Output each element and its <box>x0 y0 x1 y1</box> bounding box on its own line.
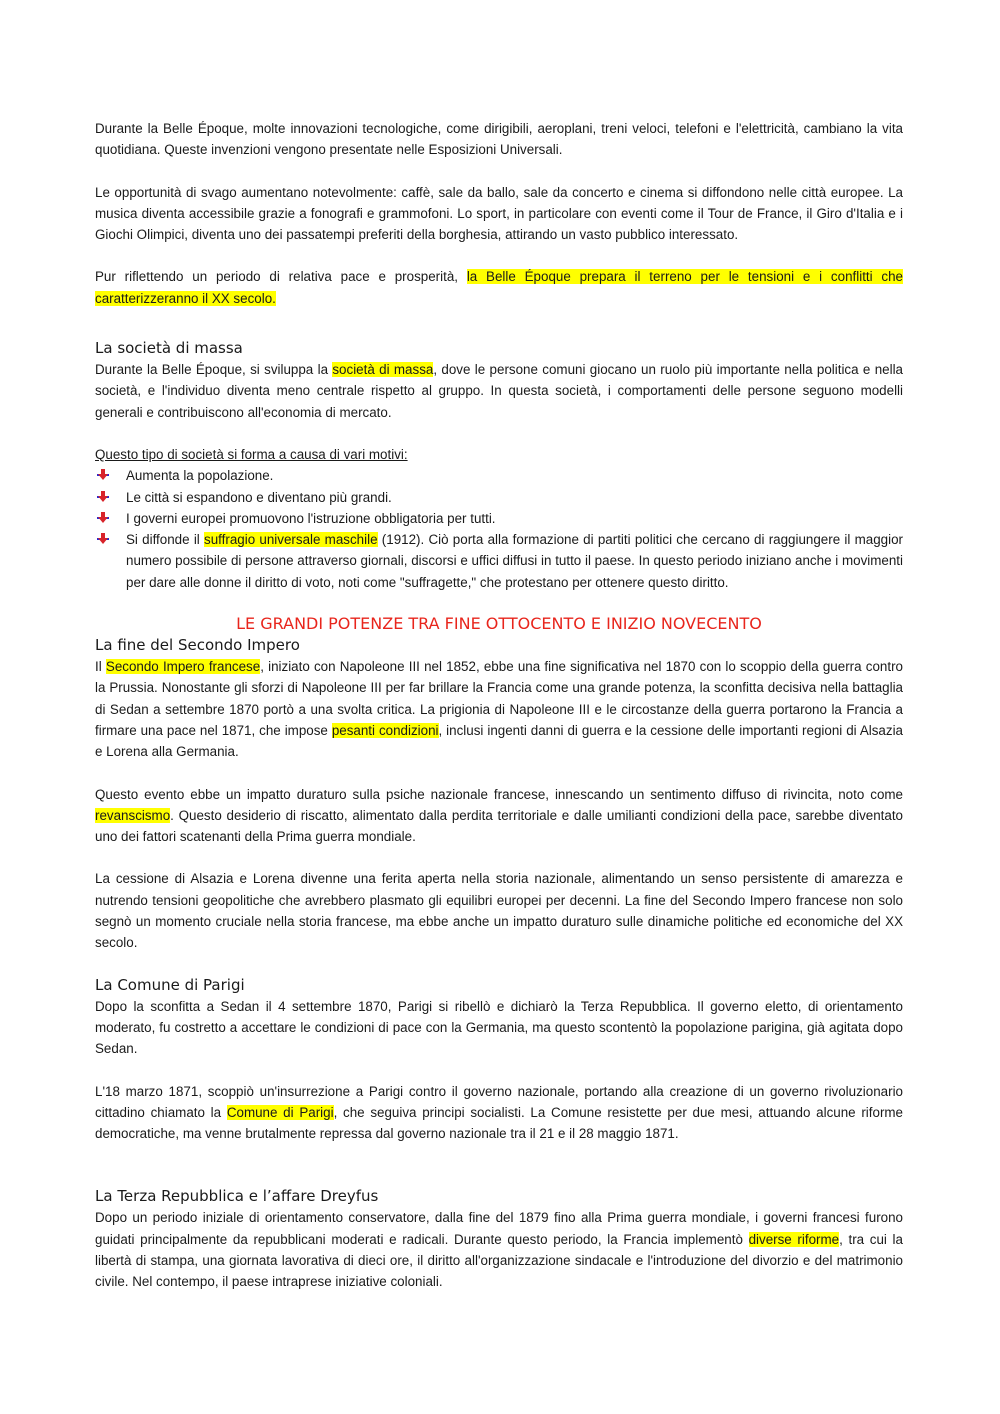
paragraph-terza-repubblica <box>95 1207 903 1292</box>
text-run: Pur riflettendo un periodo di relativa pace e prosperità, <box>95 269 467 285</box>
document-page <box>95 118 903 1293</box>
section-heading-terza-repubblica: La Terza Repubblica e l’affare Dreyfus <box>95 1187 379 1206</box>
text-run: (1912). Ciò porta alla formazione di partiti politici che cercano di raggiungere il maggior numero possibile di persone attraverso giornali, discorsi e uffici diffusi in tutto il paese. In questo periodo iniziano anche i movimenti per dare alle donne il diritto di voto, noti come "suffragette," che protestano per ottenere questo diritto. <box>126 532 903 590</box>
paragraph-societa-di-massa <box>95 359 903 423</box>
text-run: , inclusi ingenti danni di guerra e la cessione delle importanti regioni di Alsazia e Lorena alla Germania. <box>95 722 903 760</box>
reasons-list <box>95 465 903 593</box>
arrow-down-bullet-icon <box>97 533 109 545</box>
list-item <box>95 508 903 529</box>
text-run: Durante la Belle Époque, si sviluppa la <box>95 362 333 378</box>
paragraph-secondo-impero <box>95 656 903 762</box>
list-item <box>95 465 903 486</box>
text-run: Questo evento ebbe un impatto duraturo sulla psiche nazionale francese, innescando un sentimento diffuso di rivincita, noto come <box>95 786 903 802</box>
list-item <box>95 487 903 508</box>
text-run: L'18 marzo 1871, scoppiò un'insurrezione a Parigi contro il governo nazionale, portando alla creazione di un governo rivoluzionario cittadino chiamato la <box>95 1083 903 1120</box>
text-run: , iniziato con Napoleone III nel 1852, ebbe una fine significativa nel 1870 con lo scoppio della guerra contro la Prussia. Nonostante gli sforzi di Napoleone III per far brillare la Francia come una grande potenza, la sconfitta decisiva nella battaglia di Sedan a settembre 1870 portò a una svolta critica. La prigionia di Napoleone III e le circostanze della guerra portarono la Francia a firmare una pace nel 1871, che impose <box>95 659 903 738</box>
text-run: Dopo un periodo iniziale di orientamento conservatore, dalla fine del 1879 fino alla Prima guerra mondiale, i governi francesi furono guidati principalmente da repubblicani moderati e radicali. Durante questo periodo, la Francia implementò <box>95 1210 903 1247</box>
section-heading-societa-di-massa: La società di massa <box>95 339 243 358</box>
highlighted-text: società di massa <box>332 362 434 378</box>
highlighted-text: Comune di Parigi <box>226 1104 334 1120</box>
highlighted-text: diverse riforme <box>748 1231 840 1247</box>
main-title: LE GRANDI POTENZE TRA FINE OTTOCENTO E INIZIO NOVECENTO <box>236 614 762 634</box>
arrow-down-bullet-icon <box>97 491 109 503</box>
paragraph-innovations: Durante la Belle Époque, molte innovazioni tecnologiche, come dirigibili, aeroplani, treni veloci, telefoni e l'elettricità, cambiano la vita quotidiana. Queste invenzioni vengono presentate nelle Esposizioni Universali. <box>95 121 903 158</box>
paragraph-comune-1: Dopo la sconfitta a Sedan il 4 settembre 1870, Parigi si ribellò e dichiarò la Terza Repubblica. Il governo eletto, di orientamento moderato, fu costretto a accettare le condizioni di pace con la Germania, ma questo scontentò la popolazione parigina, già agitata dopo Sedan. <box>95 998 903 1057</box>
list-intro: Questo tipo di società si forma a causa di vari motivi: <box>95 446 408 462</box>
text-run: , che seguiva principi socialisti. La Comune resistette per due mesi, attuando alcune riforme democratiche, ma venne brutalmente repressa dal governo nazionale tra il 21 e il 28 maggio 1871. <box>95 1104 904 1142</box>
highlighted-text: la Belle Époque prepara il terreno per le tensioni e i conflitti che caratterizzeranno il XX secolo. <box>95 269 903 306</box>
paragraph-comune-2 <box>95 1081 903 1145</box>
section-heading-comune-di-parigi: La Comune di Parigi <box>95 975 245 994</box>
highlighted-text: Secondo Impero francese <box>105 659 261 675</box>
paragraph-leisure: Le opportunità di svago aumentano notevolmente: caffè, sale da ballo, sale da concerto e cinema si diffondono nelle città europee. La musica diventa accessibile grazie a fonografi e grammofoni. Lo sport, in particolare con eventi come il Tour de France, il Giro d'Italia e i Giochi Olimpici, diventa uno dei passatempi preferiti della borghesia, attirando un vasto pubblico interessato. <box>95 184 903 243</box>
list-item <box>95 529 903 593</box>
paragraph-revanscismo <box>95 784 903 848</box>
text-run: Il <box>95 659 106 675</box>
arrow-down-bullet-icon <box>97 512 109 524</box>
arrow-down-bullet-icon <box>97 469 109 481</box>
text-run: . Questo desiderio di riscatto, alimentato dalla perdita territoriale e dalle umilianti condizioni della pace, sarebbe diventato uno dei fattori scatenanti della Prima guerra mondiale. <box>95 807 903 845</box>
text-run: , dove le persone comuni giocano un ruolo più importante nella politica e nella società, e l'individuo diventa meno centrale rispetto al gruppo. In questa società, i comportamenti delle persone seguono modelli generali e contribuiscono all'economia di mercato. <box>95 362 903 420</box>
text-run: Si diffonde il <box>126 532 205 548</box>
list-item-text: Le città si espandono e diventano più grandi. <box>126 489 392 505</box>
section-heading-secondo-impero: La fine del Secondo Impero <box>95 636 300 655</box>
highlighted-text: pesanti condizioni <box>331 722 439 738</box>
text-run: , tra cui la libertà di stampa, una giornata lavorativa di dieci ore, il diritto all'organizzazione sindacale e l'introduzione del divorzio e del matrimonio civile. Nel contempo, il paese intraprese iniziative coloniali. <box>95 1231 903 1290</box>
list-item-text: I governi europei promuovono l'istruzione obbligatoria per tutti. <box>126 510 496 526</box>
highlighted-text: revanscismo <box>95 807 171 823</box>
list-item-text: Aumenta la popolazione. <box>126 468 274 484</box>
highlighted-text: suffragio universale maschile <box>204 532 378 548</box>
paragraph-tensions <box>95 266 903 309</box>
paragraph-alsazia-lorena: La cessione di Alsazia e Lorena divenne una ferita aperta nella storia nazionale, alimentando un senso persistente di amarezza e nutrendo tensioni geopolitiche che avrebbero plasmato gli equilibri europei per decenni. La fine del Secondo Impero francese non solo segnò un momento cruciale nella storia francese, ma ebbe anche un impatto duraturo sulle dinamiche politiche ed economiche del XX secolo. <box>95 871 903 951</box>
